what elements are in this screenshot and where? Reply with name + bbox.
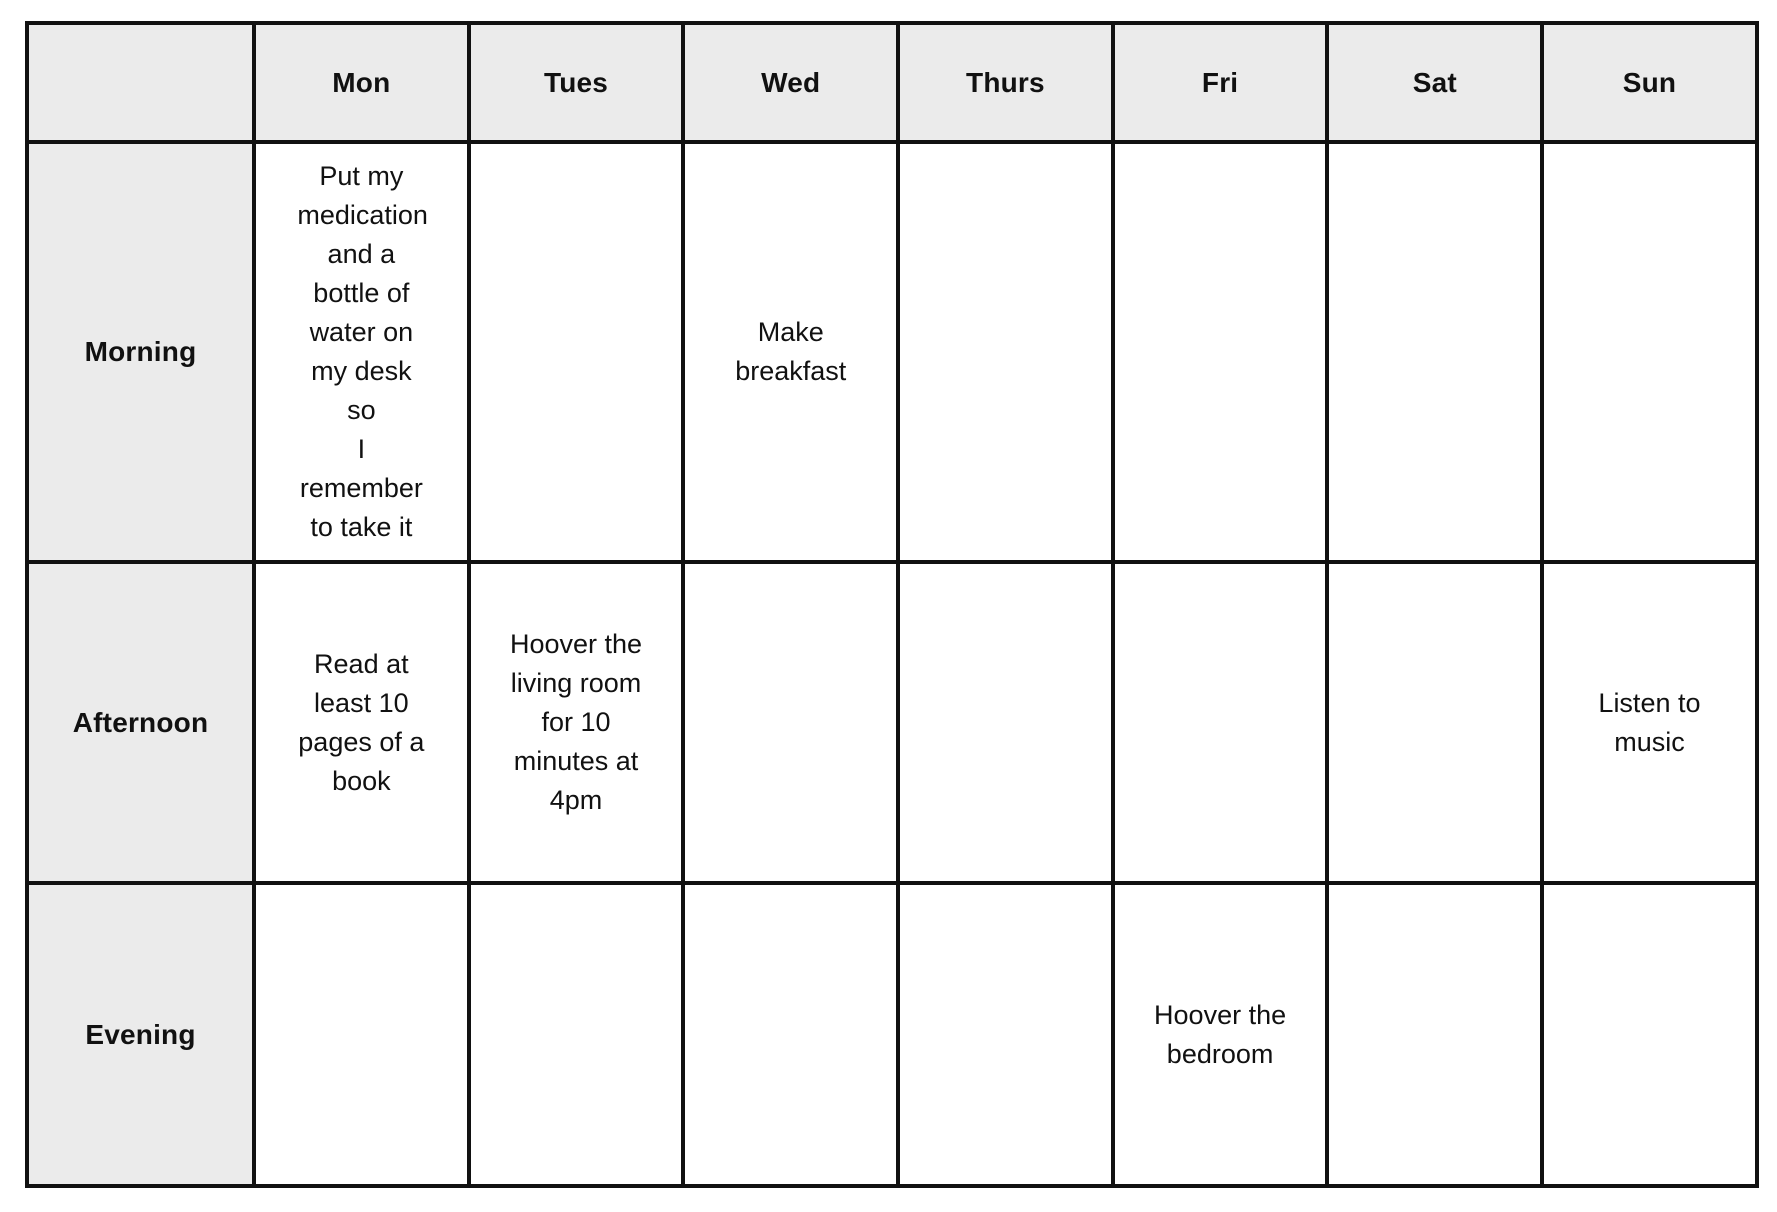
cell-afternoon-thurs xyxy=(898,562,1113,883)
corner-cell xyxy=(27,23,254,142)
cell-evening-wed xyxy=(683,883,898,1186)
cell-morning-fri xyxy=(1113,142,1328,562)
cell-afternoon-mon xyxy=(254,562,469,883)
cell-morning-mon xyxy=(254,142,469,562)
cell-text: Make breakfast xyxy=(735,317,847,386)
cell-evening-sun xyxy=(1542,883,1757,1186)
cell-evening-mon xyxy=(254,883,469,1186)
cell-text: Listen to music xyxy=(1598,687,1701,757)
day-header-wed: Wed xyxy=(683,23,898,142)
row-label-evening: Evening xyxy=(27,883,254,1186)
header-row xyxy=(27,23,1757,142)
cell-evening-fri xyxy=(1113,883,1328,1186)
cell-text: Put my medication and a bottle of water on my desk so I remember to take it xyxy=(297,161,428,542)
day-header-sun: Sun xyxy=(1542,23,1757,142)
cell-text: Read at least 10 pages of a book xyxy=(298,648,425,796)
day-header-fri: Fri xyxy=(1113,23,1328,142)
day-header-thurs: Thurs xyxy=(898,23,1113,142)
day-header-mon: Mon xyxy=(254,23,469,142)
cell-text: Hoover the bedroom xyxy=(1154,999,1287,1069)
cell-afternoon-sat xyxy=(1327,562,1542,883)
cell-text: Hoover the living room for 10 minutes at 4pm xyxy=(509,629,643,815)
weekly-planner-table xyxy=(25,21,1759,1188)
cell-evening-thurs xyxy=(898,883,1113,1186)
day-header-tues: Tues xyxy=(469,23,684,142)
cell-evening-tues xyxy=(469,883,684,1186)
row-label-afternoon: Afternoon xyxy=(27,562,254,883)
cell-morning-tues xyxy=(469,142,684,562)
day-header-sat: Sat xyxy=(1327,23,1542,142)
cell-afternoon-wed xyxy=(683,562,898,883)
cell-morning-wed xyxy=(683,142,898,562)
cell-morning-thurs xyxy=(898,142,1113,562)
afternoon-row xyxy=(27,562,1757,883)
cell-evening-sat xyxy=(1327,883,1542,1186)
cell-morning-sat xyxy=(1327,142,1542,562)
row-label-morning: Morning xyxy=(27,142,254,562)
evening-row xyxy=(27,883,1757,1186)
morning-row xyxy=(27,142,1757,562)
cell-afternoon-tues xyxy=(469,562,684,883)
cell-morning-sun xyxy=(1542,142,1757,562)
cell-afternoon-sun xyxy=(1542,562,1757,883)
cell-afternoon-fri xyxy=(1113,562,1328,883)
